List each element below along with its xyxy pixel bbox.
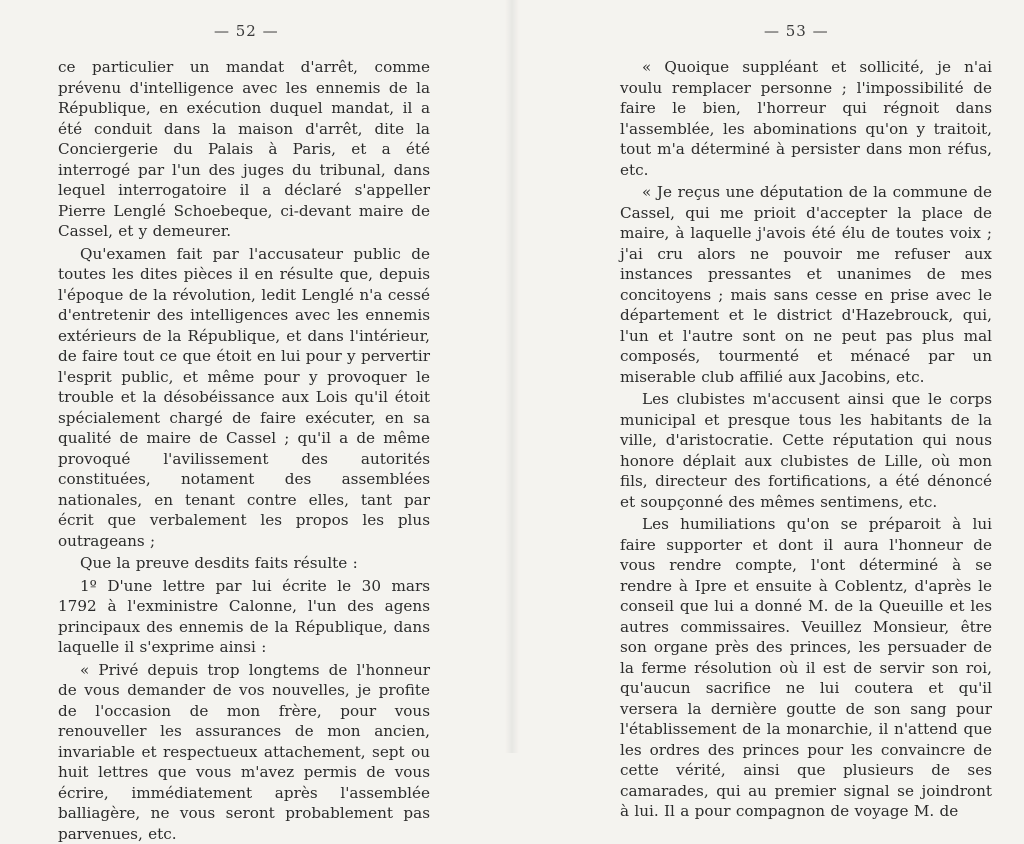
left-page xyxy=(0,0,512,753)
page-body xyxy=(58,57,430,844)
paragraph: Que la preuve desdits faits résulte : xyxy=(58,553,430,574)
paragraph: Qu'examen fait par l'accusateur public de toutes les dites pièces il en résulte que, depuis l'époque de la révolution, ledit Lenglé n'a cessé d'entretenir des intelligences avec les ennemis extérieurs de la République, et dans l'intérieur, de faire tout ce que étoit en lui pour y pervertir l'esprit public, et même pour y provoquer le trouble et la désobéissance aux Lois qu'il étoit spécialement chargé de faire exécuter, en sa qualité de maire de Cassel ; qu'il a de même provoqué l'avilissement des autorités constituées, notament des assemblées nationales, en tenant contre elles, tant par écrit que verbalement les propos les plus outrageans ; xyxy=(58,244,430,552)
paragraph: ce particulier un mandat d'arrêt, comme prévenu d'intelligence avec les ennemis de la République, en exécution duquel mandat, il a été conduit dans la maison d'arrêt, dite la Conciergerie du Palais à Paris, et a été interrogé par l'un des juges du tribunal, dans lequel interrogatoire il a déclaré s'appeller Pierre Lenglé Schoebeque, ci-devant maire de Cassel, et y demeurer. xyxy=(58,57,430,242)
quoted-paragraph: « Privé depuis trop longtems de l'honneur de vous demander de vos nouvelles, je profite de l'occasion de mon frère, pour vous renouveller les assurances de mon ancien, invariable et respectueux attachement, sept ou huit lettres que vous m'avez permis de vous écrire, immédiatement après l'assemblée balliagère, ne vous seront probablement pas parvenues, etc. xyxy=(58,660,430,844)
quoted-paragraph: « Je reçus une députation de la commune de Cassel, qui me prioit d'accepter la place de maire, à laquelle j'avois été élu de toutes voix ; j'ai cru alors ne pouvoir me refuser aux instances pressantes et unanimes de mes concitoyens ; mais sans cesse en prise avec le département et le district d'Hazebrouck, qui, l'un et l'autre sont on ne peut pas plus mal composés, tourmenté et ménacé par un miserable club affilié aux Jacobins, etc. xyxy=(620,182,992,387)
page-body xyxy=(620,57,992,822)
paragraph: 1º D'une lettre par lui écrite le 30 mars 1792 à l'exministre Calonne, l'un des agens principaux des ennemis de la République, dans laquelle il s'exprime ainsi : xyxy=(58,576,430,658)
right-page xyxy=(512,0,1024,753)
paragraph: Les humiliations qu'on se préparoit à lui faire supporter et dont il aura l'honneur de vous rendre compte, l'ont déterminé à se rendre à Ipre et ensuite à Coblentz, d'après le conseil que lui a donné M. de la Queuille et les autres commissaires. Veuillez Monsieur, être son organe près des princes, les persuader de la ferme résolution où il est de servir son roi, qu'aucun sacrifice ne lui coutera et qu'il versera la dernière goutte de son sang pour l'établissement de la monarchie, il n'attend que les ordres des princes pour les convaincre de cette vérité, ainsi que plusieurs de ses camarades, qui au premier signal se joindront à lui. Il a pour compagnon de voyage M. de xyxy=(620,514,992,822)
page-number: — 52 — xyxy=(214,22,279,40)
page-number: — 53 — xyxy=(764,22,829,40)
paragraph: Les clubistes m'accusent ainsi que le corps municipal et presque tous les habitants de la ville, d'aristocratie. Cette réputation qui nous honore déplait aux clubistes de Lille, où mon fils, directeur des fortifications, a été dénoncé et soupçonné des mêmes sentimens, etc. xyxy=(620,389,992,512)
quoted-paragraph: « Quoique suppléant et sollicité, je n'ai voulu remplacer personne ; l'impossibilité de faire le bien, l'horreur qui régnoit dans l'assemblée, les abominations qu'on y traitoit, tout m'a déterminé à persister dans mon réfus, etc. xyxy=(620,57,992,180)
